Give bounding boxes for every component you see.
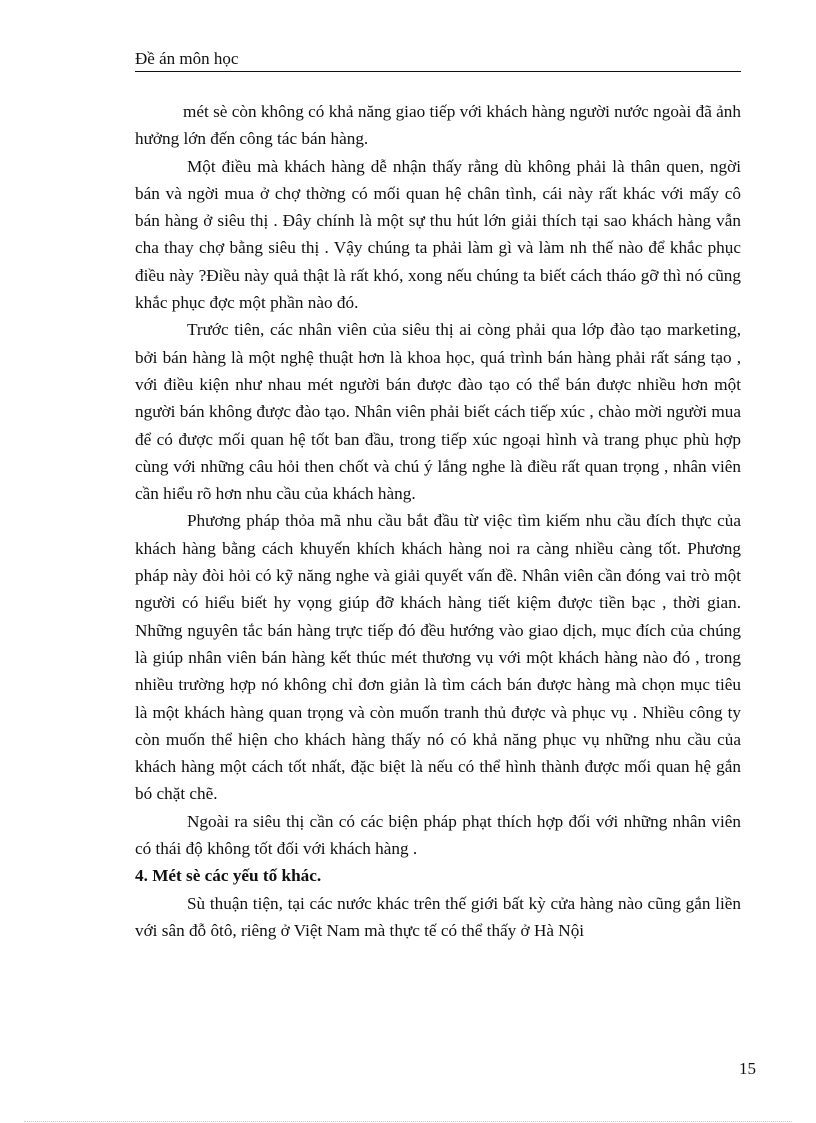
paragraph-staff-training: Trước tiên, các nhân viên của siêu thị ai còng phải qua lớp đào tạo marketing, bởi bán hàng là một nghệ thuật hơn là khoa học, quá trình bán hàng phải rất sáng tạo , với điều kiện như nhau mét người bán được đào tạo có thể bán được nhiều hơn một người bán không được đào tạo. Nhân viên phải biết cách tiếp xúc , chào mời người mua để có được mối quan hệ tốt ban đầu, trong tiếp xúc ngoại hình và trang phục phù hợp cùng với những câu hỏi then chốt và chú ý lắng nghe là điều rất quan trọng , nhân viên cần hiểu rõ hơn nhu cầu của khách hàng. bbox=[135, 320, 741, 504]
document-header-title: Đề án môn học bbox=[135, 49, 239, 68]
paragraph-needs-method: Phương pháp thỏa mã nhu cầu bắt đầu từ việc tìm kiếm nhu cầu đích thực của khách hàng bằng cách khuyến khích khách hàng noi ra càng nhiều càng tốt. Phương pháp này đòi hỏi có kỹ năng nghe và giải quyết vấn đề. Nhân viên cần đóng vai trò một người có hiểu biết hy vọng giúp đỡ khách hàng tiết kiệm được tiền bạc , thời gian. Những nguyên tắc bán hàng trực tiếp đó đều hướng vào giao dịch, mục đích của chúng là giúp nhân viên bán hàng kết thúc mét thương vụ với một khách hàng nào đó , trong nhiều trường hợp nó không chỉ đơn giản là tìm cách bán được hàng mà chọn mục tiêu là một khách hàng quan trọng và còn muốn tranh thủ được và phục vụ . Nhiều công ty còn muốn thể hiện cho khách hàng thấy nó có khả năng phục vụ những nhu cầu của khách hàng một cách tốt nhất, đặc biệt là nếu có thể hình thành được mối quan hệ gắn bó chặt chẽ. bbox=[135, 511, 741, 804]
page-bottom-border bbox=[24, 1121, 792, 1122]
document-body bbox=[135, 98, 741, 944]
paragraph-continuation: mét sè còn không có khả năng giao tiếp với khách hàng người nước ngoài đã ảnh hưởng lớn đến công tác bán hàng. bbox=[135, 102, 741, 149]
page-number: 15 bbox=[739, 1059, 756, 1078]
paragraph-convenience: Sù thuận tiện, tại các nước khác trên thế giới bất kỳ cửa hàng nào cũng gắn liền với sân đỗ ôtô, riêng ở Việt Nam mà thực tế có thể thấy ở Hà Nội bbox=[135, 893, 741, 940]
paragraph-market-relationship: Một điều mà khách hàng dễ nhận thấy rằng dù không phải là thân quen, ngời bán và ngời mua ở chợ thờng có mối quan hệ chân tình, cái này rất khác với mấy cô bán hàng ở siêu thị . Đây chính là một sự thu hút lớn giải thích tại sao khách hàng vẫn cha thay chợ bằng siêu thị . Vậy chúng ta phải làm gì và làm nh thế nào để khắc phục điều này ?Điều này quả thật là rất khó, xong nếu chúng ta biết cách tháo gỡ thì nó cũng khắc phục đợc một phần nào đó. bbox=[135, 156, 741, 313]
section-heading: 4. Mét sè các yếu tố khác. bbox=[135, 866, 322, 886]
header-divider bbox=[135, 71, 741, 72]
paragraph-penalties: Ngoài ra siêu thị cần có các biện pháp phạt thích hợp đối với những nhân viên có thái độ không tốt đối với khách hàng . bbox=[135, 811, 741, 859]
